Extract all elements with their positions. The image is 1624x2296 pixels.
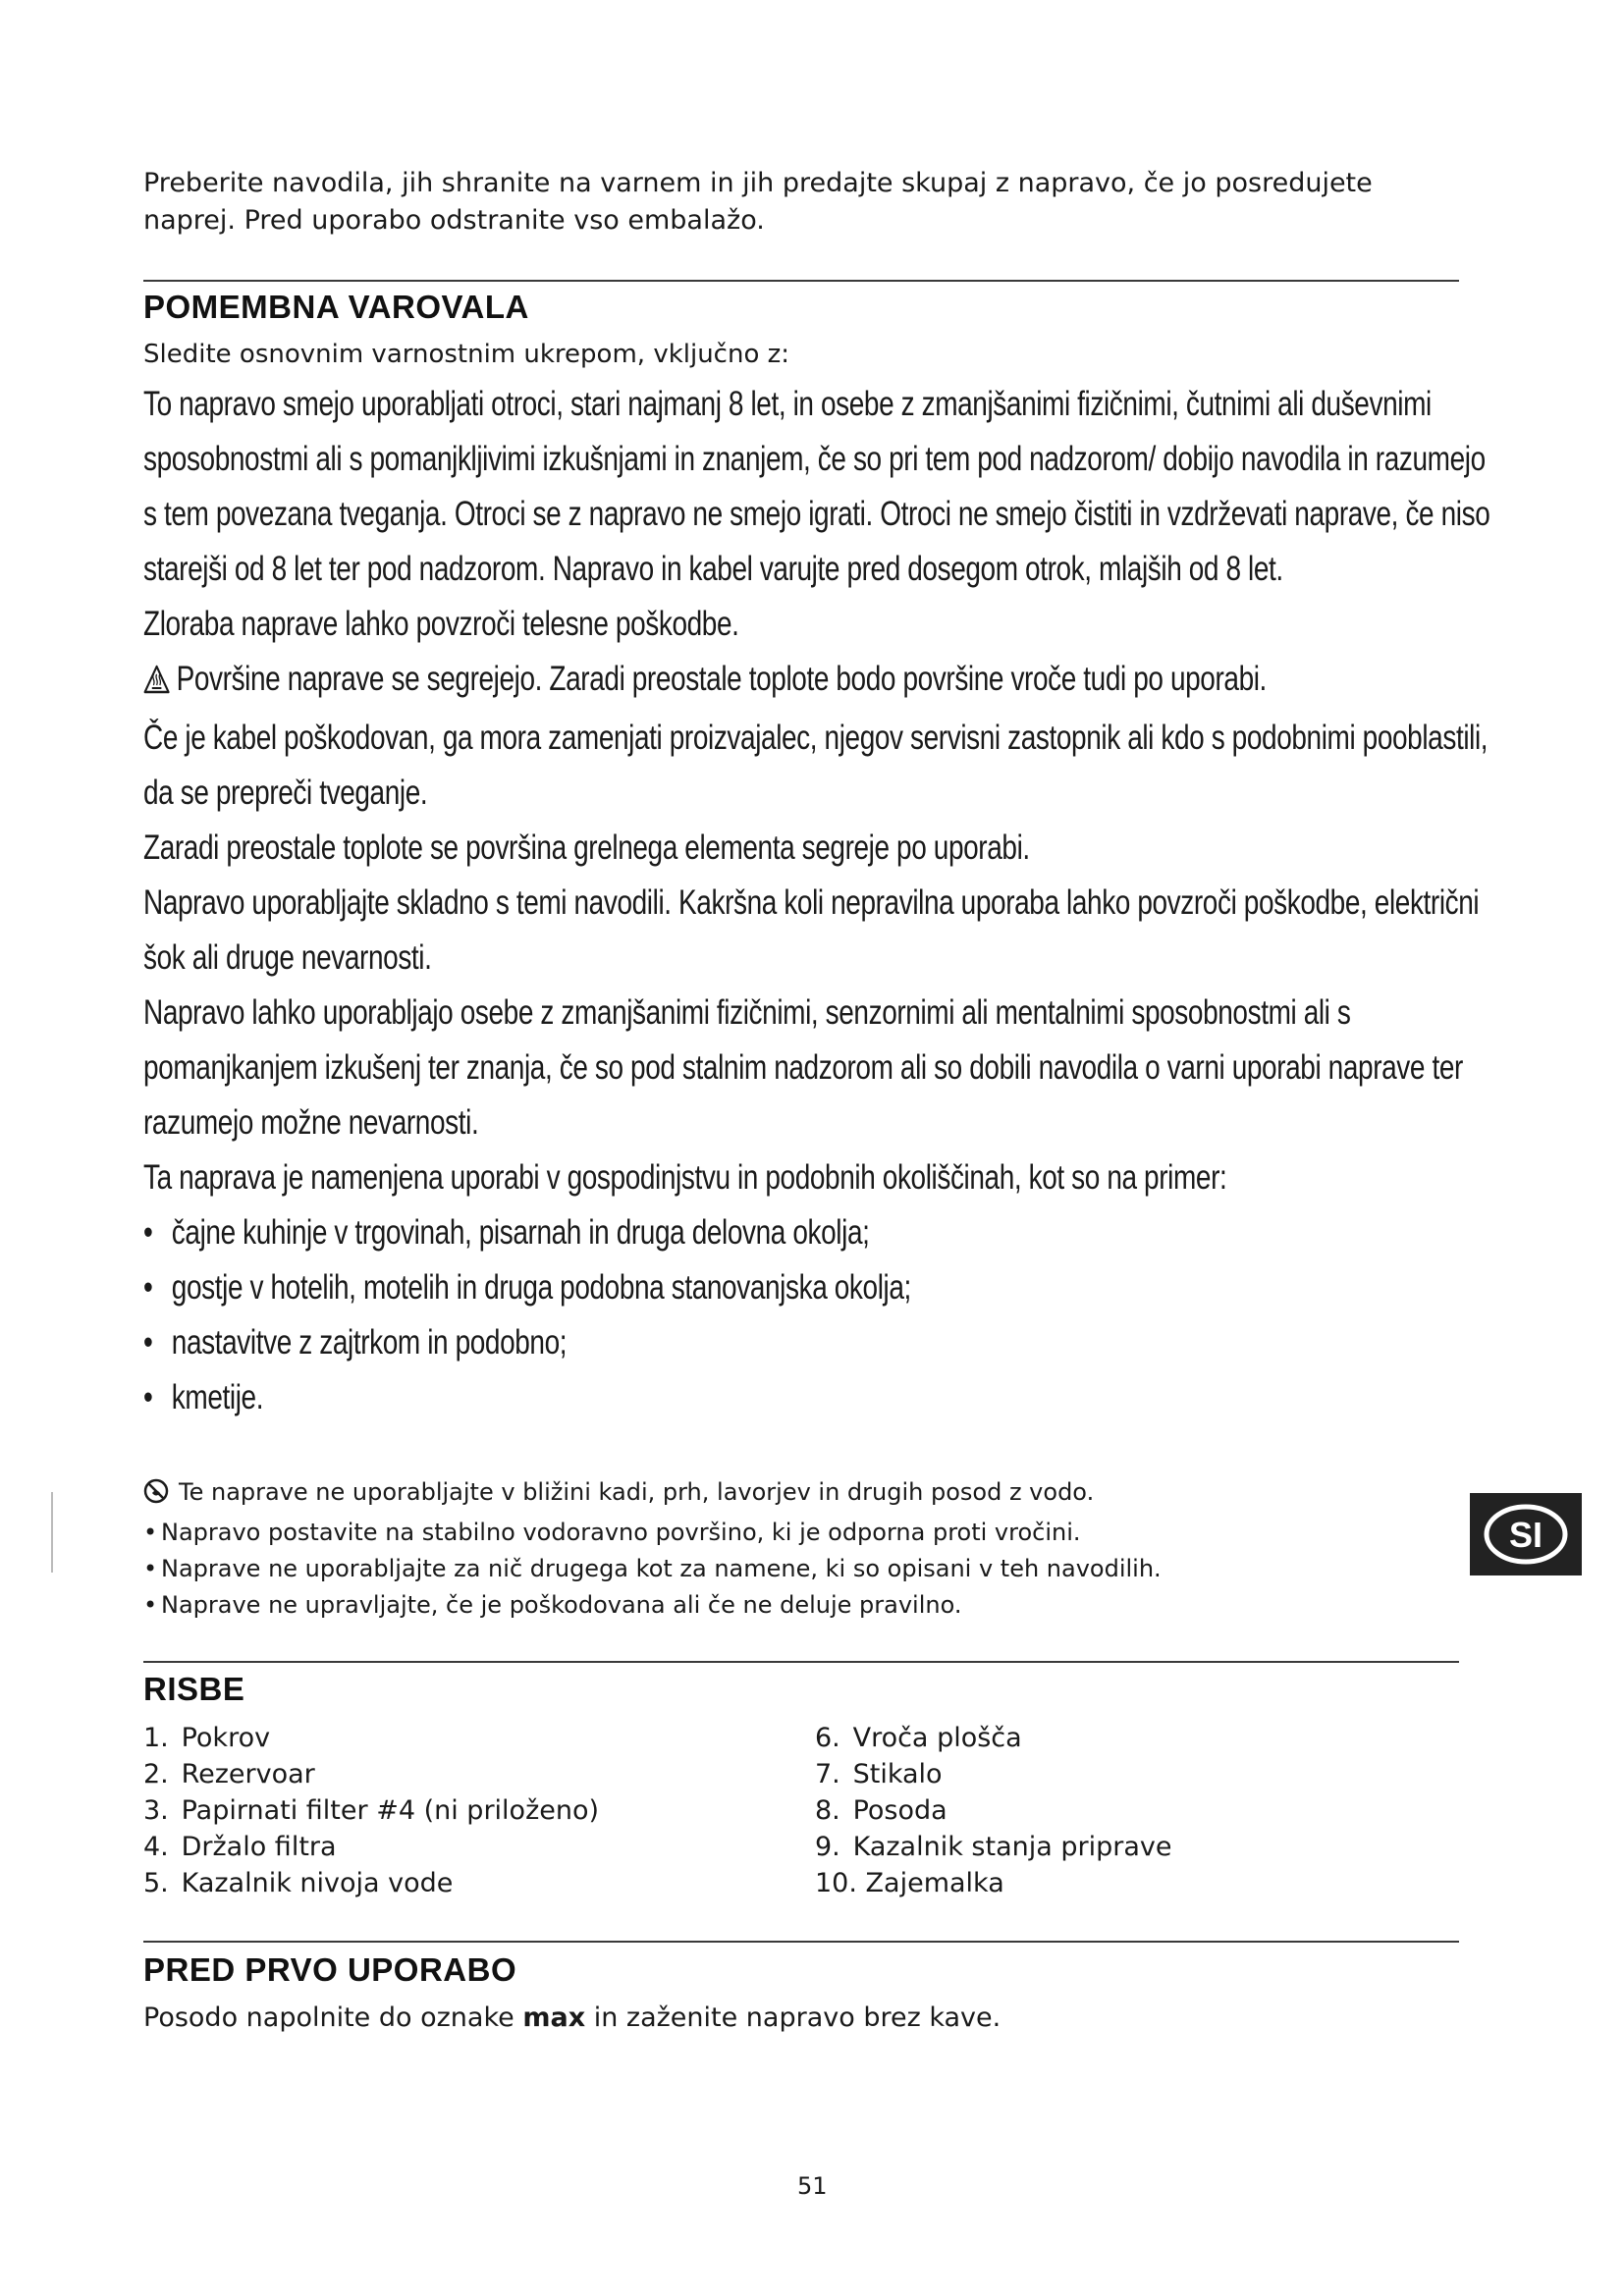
- small-bullet-item: • Naprave ne uporabljajte za nič drugega kot za namene, ki so opisani v teh navodilih.: [143, 1551, 1420, 1587]
- water-warning: Te naprave ne uporabljajte v bližini kadi, prh, lavorjev in drugih posod z vodo.: [143, 1474, 1420, 1515]
- safety-instructions: [143, 377, 1494, 1425]
- children-use-paragraph: To napravo smejo uporabljati otroci, stari najmanj 8 let, in osebe z zmanjšanimi fizičnimi, čutnimi ali duševnimi sposobnostmi ali s pomanjkljivimi izkušnjami in znanjem, če so pri tem pod nadzorom/ dobijo navodila in razumejo s tem povezana tveganja. Otroci se z napravo ne smejo igrati. Otroci ne smejo čistiti in vzdrževati naprave, če niso starejši od 8 let ter pod nadzorom. Napravo in kabel varujte pred dosegom otrok, mlajših od 8 let.: [143, 385, 1490, 588]
- language-code: SI: [1508, 1515, 1543, 1555]
- first-use-text: Posodo napolnite do oznake max in zaženite napravo brez kave.: [143, 2002, 1001, 2033]
- bullet-icon: •: [143, 1268, 153, 1307]
- bullet-icon: •: [143, 1519, 158, 1546]
- parts-list-left: [143, 1720, 599, 1901]
- household-paragraph: Ta naprava je namenjena uporabi v gospodinjstvu in podobnih okoliščinah, kot so na primer:: [143, 1158, 1227, 1197]
- language-badge: [1470, 1493, 1582, 1575]
- safety-heading: POMEMBNA VAROVALA: [143, 289, 529, 325]
- environment-item: • nastavitve z zajtrkom in podobno;: [143, 1315, 1494, 1370]
- page-number: 51: [797, 2172, 828, 2200]
- part-item: 5. Kazalnik nivoja vode: [143, 1868, 454, 1898]
- additional-safety-list: [143, 1474, 1420, 1624]
- heating-element-paragraph: Zaradi preostale toplote se površina grelnega elementa segreje po uporabi.: [143, 828, 1030, 867]
- environment-item: • kmetije.: [143, 1370, 1494, 1425]
- hot-surface-warning-icon: [143, 656, 170, 711]
- section-divider: [143, 1941, 1459, 1943]
- max-mark: max: [522, 2002, 586, 2033]
- bullet-icon: •: [143, 1213, 153, 1252]
- section-divider: [143, 280, 1459, 282]
- part-item: 7. Stikalo: [815, 1759, 943, 1789]
- supervision-paragraph: Napravo lahko uporabljajo osebe z zmanjšanimi fizičnimi, senzornimi ali mentalnimi sposobnostmi ali s pomanjkanjem izkušenj ter znanja, če so pod stalnim nadzorom ali so dobili navodila o varni uporabi naprave ter razumejo možne nevarnosti.: [143, 993, 1463, 1142]
- safety-subheading: Sledite osnovnim varnostnim ukrepom, vključno z:: [143, 340, 790, 369]
- bullet-icon: •: [143, 1323, 153, 1362]
- section-divider: [143, 1661, 1459, 1663]
- first-use-heading: PRED PRVO UPORABO: [143, 1951, 517, 1988]
- small-bullet-item: • Naprave ne upravljajte, če je poškodovana ali če ne deluje pravilno.: [143, 1587, 1420, 1624]
- bullet-icon: •: [143, 1378, 153, 1416]
- cable-paragraph: Če je kabel poškodovan, ga mora zamenjati proizvajalec, njegov servisni zastopnik ali kdo s podobnimi pooblastili, da se prepreči tveganje.: [143, 719, 1489, 812]
- part-item: 4. Držalo filtra: [143, 1832, 337, 1862]
- part-item: 2. Rezervoar: [143, 1759, 315, 1789]
- misuse-paragraph: Zloraba naprave lahko povzroči telesne poškodbe.: [143, 605, 739, 643]
- small-bullet-item: • Napravo postavite na stabilno vodoravno površino, ki je odporna proti vročini.: [143, 1515, 1420, 1551]
- part-item: 8. Posoda: [815, 1795, 947, 1826]
- part-item: 6. Vroča plošča: [815, 1723, 1022, 1753]
- hot-surface-paragraph: [143, 652, 1494, 711]
- part-item: 10. Zajemalka: [815, 1868, 1004, 1898]
- drawings-heading: RISBE: [143, 1671, 245, 1707]
- environment-item: • gostje v hotelih, motelih in druga podobna stanovanjska okolja;: [143, 1260, 1494, 1315]
- hot-surface-text: Površine naprave se segrejejo. Zaradi preostale toplote bodo površine vroče tudi po uporabi.: [176, 660, 1267, 698]
- intro-text: Preberite navodila, jih shranite na varnem in jih predajte skupaj z napravo, če jo posredujete naprej. Pred uporabo odstranite vso embalažo.: [143, 168, 1373, 236]
- bullet-icon: •: [143, 1555, 158, 1582]
- bullet-icon: •: [143, 1591, 158, 1619]
- no-water-icon: [143, 1478, 169, 1515]
- parts-list-right: [815, 1720, 1171, 1901]
- part-item: 1. Pokrov: [143, 1723, 271, 1753]
- part-item: 3. Papirnati filter #4 (ni priloženo): [143, 1795, 600, 1826]
- environment-item: • čajne kuhinje v trgovinah, pisarnah in druga delovna okolja;: [143, 1205, 1494, 1260]
- margin-line: [51, 1492, 53, 1573]
- proper-use-paragraph: Napravo uporabljajte skladno s temi navodili. Kakršna koli nepravilna uporaba lahko povzroči poškodbe, električni šok ali druge nevarnosti.: [143, 883, 1480, 977]
- part-item: 9. Kazalnik stanja priprave: [815, 1832, 1172, 1862]
